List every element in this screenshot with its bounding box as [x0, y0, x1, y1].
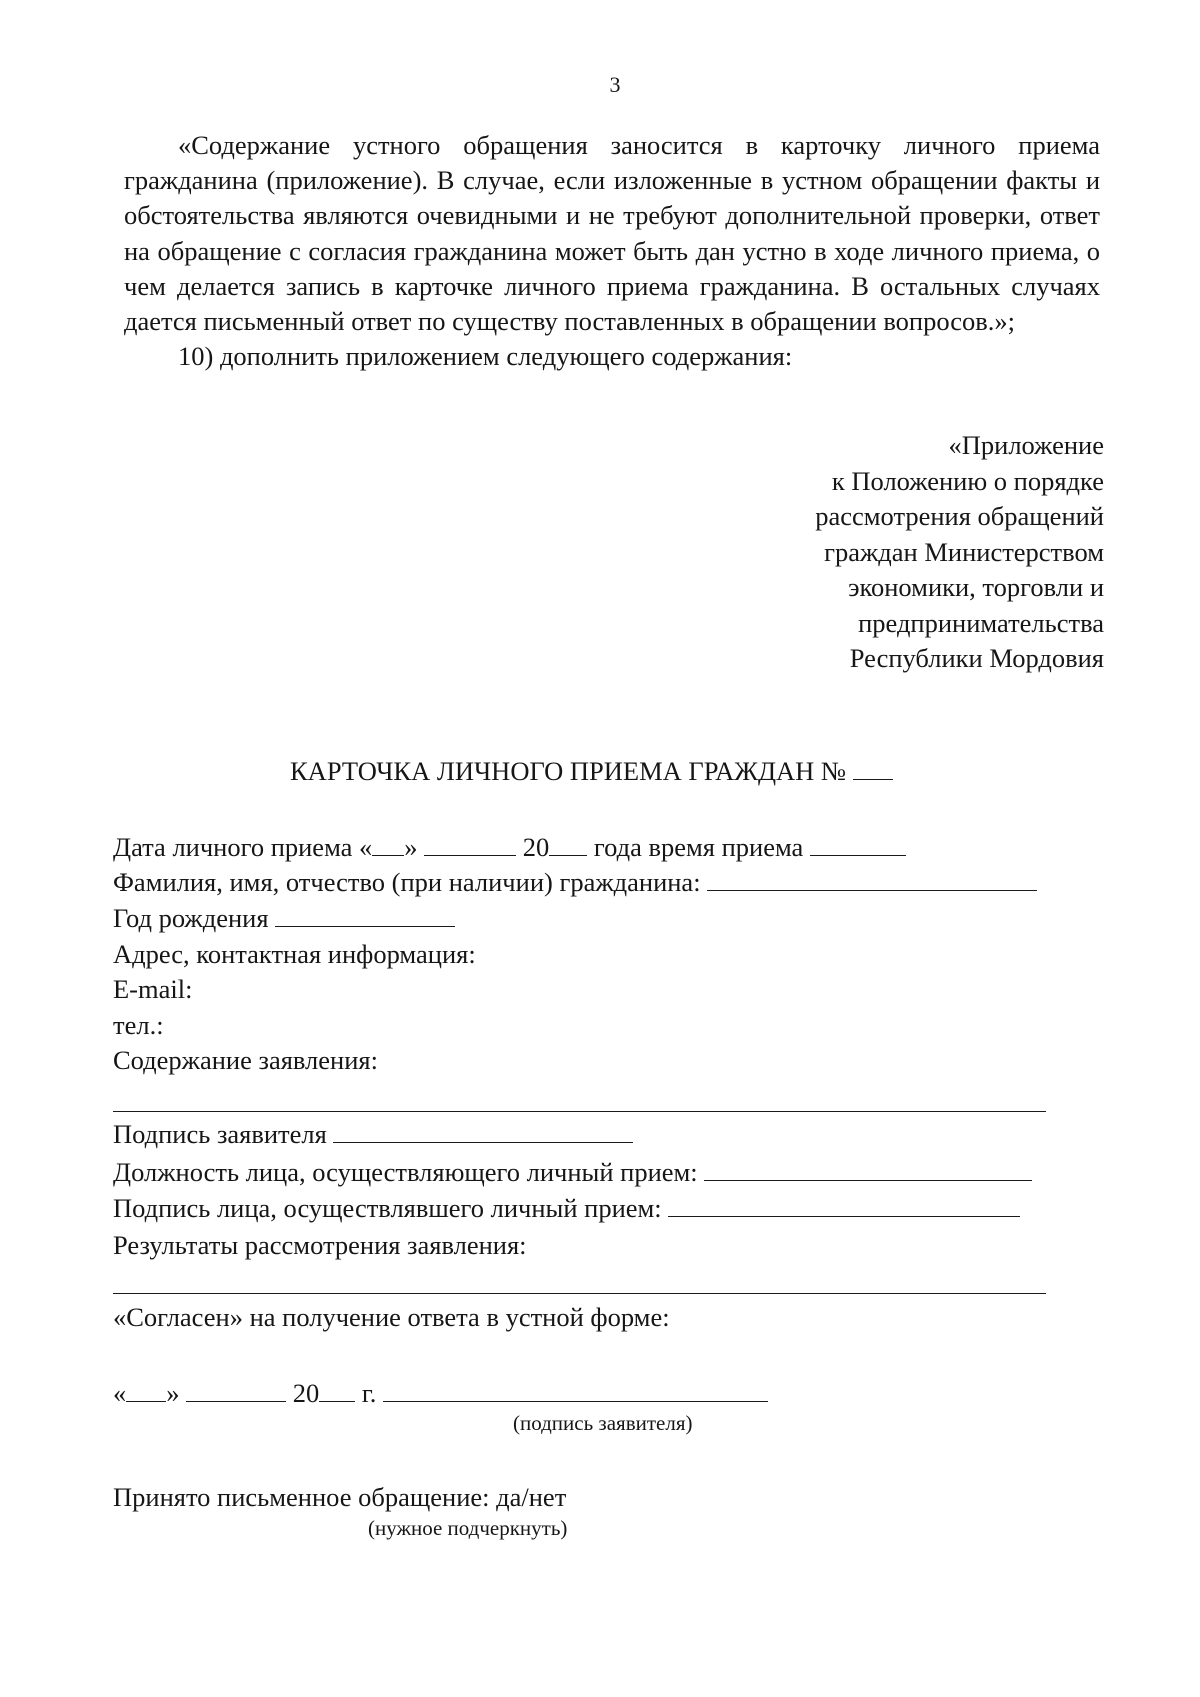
address-label: Адрес, контактная информация: [113, 939, 476, 969]
fio-line [113, 866, 1037, 898]
body-text [124, 128, 1100, 374]
card-title [290, 756, 893, 787]
consent-month-blank[interactable] [186, 1379, 286, 1402]
email-line [113, 973, 192, 1005]
written-accepted-line [113, 1481, 566, 1513]
appendix-header-line: предпринимательства [858, 607, 1104, 638]
appendix-header-line: Республики Мордовия [849, 643, 1104, 673]
applicant-signature-blank[interactable] [333, 1120, 633, 1143]
year-prefix: 20 [522, 832, 550, 862]
content-label: Содержание заявления: [113, 1045, 378, 1075]
card-number-blank[interactable] [853, 757, 893, 780]
appendix-header-line: рассмотрения обращений [815, 501, 1104, 531]
appendix-header [815, 428, 1104, 677]
results-line [113, 1229, 527, 1261]
phone-label: тел.: [113, 1010, 164, 1040]
consent-year-suffix: г. [361, 1378, 377, 1408]
consent-year-prefix: 20 [292, 1378, 320, 1408]
consent-day-blank[interactable] [126, 1379, 166, 1402]
official-signature-blank[interactable] [668, 1194, 1020, 1217]
consent-label: «Согласен» на получение ответа в устной форме: [113, 1302, 670, 1332]
appendix-header-line: к Положению о порядке [831, 465, 1104, 496]
month-blank[interactable] [424, 833, 516, 856]
results-label: Результаты рассмотрения заявления: [113, 1230, 527, 1260]
official-signature-line [113, 1192, 1020, 1224]
consent-line [113, 1301, 670, 1333]
consent-year-blank[interactable] [319, 1379, 355, 1402]
birth-year-label: Год рождения [113, 903, 269, 933]
official-position-blank[interactable] [704, 1158, 1032, 1181]
consent-date-line [113, 1377, 768, 1409]
applicant-signature-caption: (подпись заявителя) [513, 1411, 693, 1435]
content-line [113, 1044, 378, 1076]
appendix-header-line: граждан Министерством [824, 536, 1104, 567]
open-quote: « [359, 832, 373, 862]
day-blank[interactable] [372, 833, 404, 856]
fio-label: Фамилия, имя, отчество (при наличии) гражданина: [113, 867, 701, 897]
appendix-header-line: «Приложение [948, 430, 1104, 460]
content-rule[interactable] [113, 1111, 1046, 1112]
official-position-label: Должность лица, осуществляющего личный прием: [113, 1157, 698, 1187]
reception-time-blank[interactable] [810, 833, 906, 856]
address-line [113, 938, 476, 970]
underline-caption: (нужное подчеркнуть) [368, 1516, 568, 1540]
consent-signature-blank[interactable] [383, 1379, 768, 1402]
appendix-header-line: экономики, торговли и [848, 572, 1104, 602]
year-blank[interactable] [549, 833, 587, 856]
reception-date-label: Дата личного приема [113, 832, 353, 862]
reception-date-line [113, 831, 906, 863]
open-quote: « [113, 1378, 127, 1408]
card-title-text: КАРТОЧКА ЛИЧНОГО ПРИЕМА ГРАЖДАН № [290, 756, 847, 786]
close-quote: » [404, 832, 418, 862]
paragraph-amendment-10: 10) дополнить приложением следующего содержания: [178, 341, 793, 372]
written-accepted-label: Принято письменное обращение: да/нет [113, 1482, 567, 1512]
reception-time-label: года время приема [593, 832, 804, 862]
birth-year-blank[interactable] [275, 904, 455, 927]
close-quote: » [166, 1378, 180, 1408]
fio-blank[interactable] [707, 868, 1037, 891]
applicant-signature-label: Подпись заявителя [113, 1119, 327, 1149]
official-signature-label: Подпись лица, осуществлявшего личный прием: [113, 1193, 662, 1223]
paragraph-oral-appeal: «Содержание устного обращения заносится в карточку личного приема гражданина (приложение). В случае, если изложенные в устном обращении факты и обстоятельства являются очевидными и не требуют дополнительной проверки, ответ на обращение с согласия гражданина может быть дан устно в ходе личного приема, о чем делается запись в карточке личного приема гражданина. В остальных случаях дается письменный ответ по существу поставленных в обращении вопросов.»; [124, 130, 1100, 337]
phone-line [113, 1009, 164, 1041]
applicant-signature-line [113, 1118, 633, 1150]
official-position-line [113, 1156, 1032, 1188]
page-number: 3 [609, 72, 621, 97]
email-label: E-mail: [113, 974, 193, 1004]
results-rule[interactable] [113, 1293, 1046, 1294]
birth-year-line [113, 902, 455, 934]
